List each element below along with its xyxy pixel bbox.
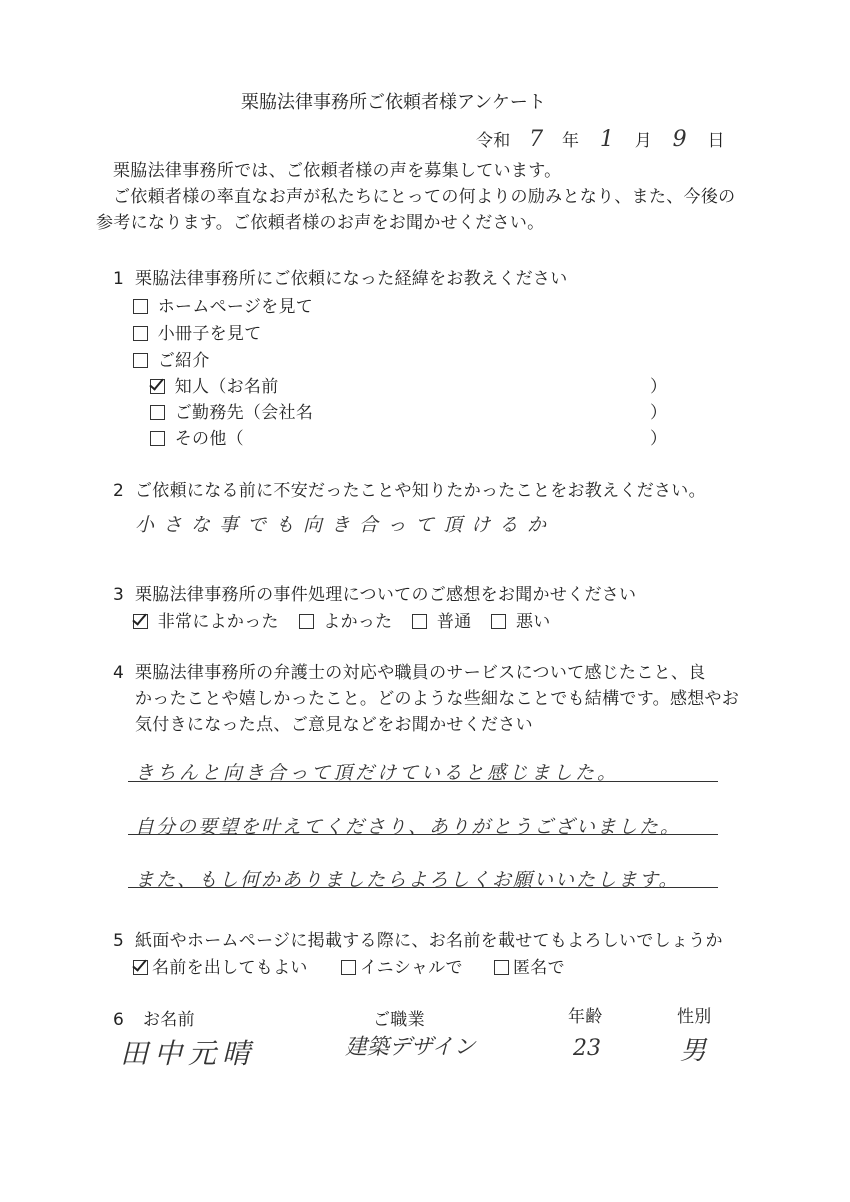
q3-question xyxy=(113,580,636,605)
q5-text: 紙面やホームページに掲載する際に、お名前を載せてもよろしいでしょうか xyxy=(135,931,723,951)
checkbox-workplace[interactable] xyxy=(150,405,165,420)
q1-sub-option-workplace-close: ） xyxy=(650,403,668,423)
q4-text-line-2: かったことや嬉しかったこと。どのような些細なことでも結構です。感想やお xyxy=(135,689,740,709)
q5-question xyxy=(113,926,723,951)
q3-option-label: よかった xyxy=(323,612,393,632)
q4-answer-rule-3 xyxy=(128,887,718,888)
q4-answer-line-1[interactable]: きちんと向き合って頂だけていると感じました。 xyxy=(135,762,620,784)
q1-sub-option-workplace[interactable] xyxy=(150,398,313,423)
q1-option-label: ホームページを見て xyxy=(157,297,314,317)
checkbox-average[interactable] xyxy=(412,614,427,629)
q3-option-good[interactable] xyxy=(299,612,393,632)
q3-option-label: 非常によかった xyxy=(157,612,279,632)
q4-answer-rule-1 xyxy=(128,781,718,782)
q1-option-label: 小冊子を見て xyxy=(157,324,262,344)
q5-option-label: イニシャルで xyxy=(360,958,463,978)
checkbox-initials[interactable] xyxy=(341,960,356,975)
q2-answer[interactable]: 小さな事でも向き合って頂けるか xyxy=(135,514,556,536)
date-era: 令和 xyxy=(476,131,511,151)
q1-option-referral[interactable] xyxy=(133,346,210,371)
q1-option-homepage[interactable] xyxy=(133,292,313,317)
q6-name-value[interactable]: 田中元晴 xyxy=(120,1037,257,1070)
date-month-value: 1 xyxy=(599,127,615,152)
q6-name-label-text: お名前 xyxy=(143,1010,195,1030)
q1-option-booklet[interactable] xyxy=(133,319,262,344)
q6-occupation-label: ご職業 xyxy=(373,1010,425,1030)
q1-sub-option-acquaintance-close: ） xyxy=(650,377,668,397)
q6-number: 6 xyxy=(113,1010,125,1030)
date-field xyxy=(476,126,725,152)
date-month-unit: 月 xyxy=(634,131,653,151)
q5-option-anonymous[interactable] xyxy=(494,953,565,978)
q4-answer-line-3[interactable]: また、もし何かありましたらよろしくお願いいたします。 xyxy=(135,869,680,891)
date-year-unit: 年 xyxy=(562,131,580,151)
checkbox-good[interactable] xyxy=(299,614,314,629)
q2-text: ご依頼になる前に不安だったことや知りたかったことをお教えください。 xyxy=(135,481,706,501)
q1-sub-option-other[interactable] xyxy=(150,424,244,449)
q4-answer-line-2[interactable]: 自分の要望を叶えてくださり、ありがとうございました。 xyxy=(135,816,682,838)
q3-option-average[interactable] xyxy=(412,612,471,632)
date-day-unit: 日 xyxy=(707,131,725,151)
checkbox-other[interactable] xyxy=(150,431,165,446)
date-year-value: 7 xyxy=(529,127,544,152)
q3-option-bad[interactable] xyxy=(491,612,550,632)
q6-age-label: 年齢 xyxy=(568,1007,603,1027)
q2-question xyxy=(113,476,706,501)
q1-sub-option-other-close: ） xyxy=(650,429,668,449)
checkbox-very-good[interactable] xyxy=(133,614,148,629)
q1-sub-option-label: ご勤務先（会社名 xyxy=(174,403,314,423)
q2-number: 2 xyxy=(113,481,125,501)
checkbox-full-name[interactable] xyxy=(133,960,148,975)
q5-option-label: 名前を出してもよい xyxy=(152,958,308,978)
q3-options xyxy=(133,607,551,632)
q6-age-value[interactable]: 23 xyxy=(573,1036,601,1061)
checkbox-booklet[interactable] xyxy=(133,326,148,341)
q4-question-line-1 xyxy=(113,658,706,683)
q1-sub-option-acquaintance[interactable] xyxy=(150,372,279,397)
q6-gender-label: 性別 xyxy=(677,1007,712,1027)
q4-number: 4 xyxy=(113,663,125,683)
q1-number: 1 xyxy=(113,269,125,289)
date-day-value: 9 xyxy=(672,127,687,152)
survey-title: 栗脇法律事務所ご依頼者様アンケート xyxy=(241,92,546,113)
q3-option-label: 普通 xyxy=(436,612,472,632)
q5-option-label: 匿名で xyxy=(513,958,565,978)
q3-number: 3 xyxy=(113,585,125,605)
q5-option-initials[interactable] xyxy=(341,953,463,978)
intro-line-2: ご依頼者様の率直なお声が私たちにとっての何よりの励みとなり、また、今後の xyxy=(113,187,736,207)
q6-gender-value[interactable]: 男 xyxy=(680,1036,707,1066)
q1-option-label: ご紹介 xyxy=(157,351,210,371)
checkbox-referral[interactable] xyxy=(133,353,148,368)
checkbox-homepage[interactable] xyxy=(133,299,148,314)
q4-text-line-1: 栗脇法律事務所の弁護士の対応や職員のサービスについて感じたこと、良 xyxy=(135,663,706,683)
q6-name-label xyxy=(113,1005,195,1030)
q3-option-very-good[interactable] xyxy=(133,612,279,632)
intro-line-3: 参考になります。ご依頼者様のお声をお聞かせください。 xyxy=(96,213,545,233)
q6-occupation-value[interactable]: 建築デザイン xyxy=(345,1035,476,1060)
checkbox-anonymous[interactable] xyxy=(494,960,509,975)
q1-text: 栗脇法律事務所にご依頼になった経緯をお教えください xyxy=(135,269,568,289)
q3-option-label: 悪い xyxy=(515,612,551,632)
q1-sub-option-label: その他（ xyxy=(174,429,244,449)
q4-answer-rule-2 xyxy=(128,834,718,835)
checkbox-bad[interactable] xyxy=(491,614,506,629)
q4-text-line-3: 気付きになった点、ご意見などをお聞かせください xyxy=(135,715,533,735)
q1-sub-option-label: 知人（お名前 xyxy=(174,377,279,397)
q5-option-full-name[interactable] xyxy=(133,953,308,978)
q5-number: 5 xyxy=(113,931,125,951)
intro-line-1: 栗脇法律事務所では、ご依頼者様の声を募集しています。 xyxy=(113,161,562,181)
checkbox-acquaintance[interactable] xyxy=(150,379,165,394)
q1-question xyxy=(113,264,568,289)
q3-text: 栗脇法律事務所の事件処理についてのご感想をお聞かせください xyxy=(135,585,637,605)
